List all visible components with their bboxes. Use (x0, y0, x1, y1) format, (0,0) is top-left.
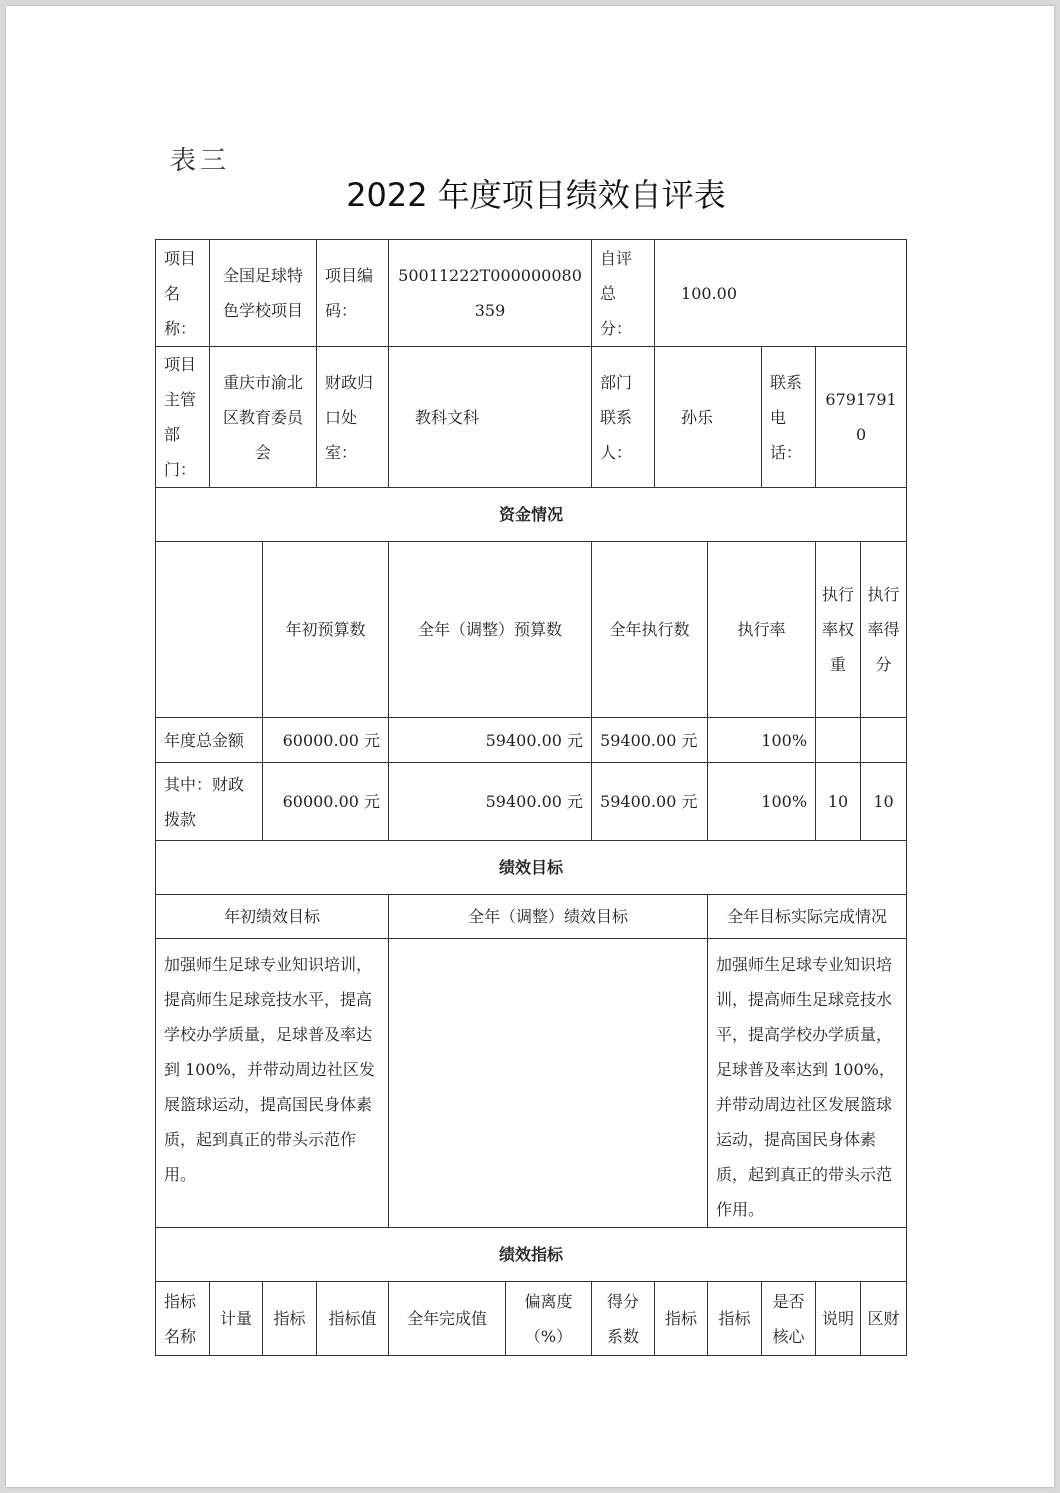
executed-header: 全年执行数 (592, 542, 708, 718)
initial-goal-text: 加强师生足球专业知识培训，提高师生足球竞技水平，提高学校办学质量，足球普及率达到 100%，并带动周边社区发展篮球运动，提高国民身体素质，起到真正的带头示范作用。 (156, 939, 389, 1228)
phone-label: 联系电话： (762, 347, 816, 488)
indicator-header: 指标 (655, 1282, 708, 1356)
adjusted-budget-header: 全年（调整）预算数 (389, 542, 592, 718)
department-row (156, 347, 907, 488)
funds-section-row (156, 488, 907, 542)
funds-fiscal-row (156, 763, 907, 841)
indicator-header: 指标 (708, 1282, 762, 1356)
funds-total-row (156, 718, 907, 763)
funds-rate: 100% (708, 718, 816, 763)
phone-value: 67917910 (816, 347, 907, 488)
actual-goal-text: 加强师生足球专业知识培训，提高师生足球竞技水平，提高学校办学质量，足球普及率达到 100%，并带动周边社区发展篮球运动，提高国民身体素质，起到真正的带头示范作用。 (708, 939, 907, 1228)
contact-value: 孙乐 (655, 347, 762, 488)
rate-header: 执行率 (708, 542, 816, 718)
indicators-section-title: 绩效指标 (156, 1228, 907, 1282)
funds-header-row (156, 542, 907, 718)
indicator-header: 指标 (263, 1282, 317, 1356)
self-score-value: 100.00 (655, 240, 907, 347)
contact-label: 部门联系人： (592, 347, 655, 488)
table-label: 表三 (170, 146, 231, 176)
adjusted-goal-text (389, 939, 708, 1228)
funds-row-label: 年度总金额 (156, 718, 263, 763)
goals-content-row (156, 939, 907, 1228)
office-label: 财政归口处室： (317, 347, 389, 488)
project-name-label: 项目名称： (156, 240, 210, 347)
indicator-header: 说明 (816, 1282, 861, 1356)
initial-goal-header: 年初绩效目标 (156, 895, 389, 939)
rate-score-header: 执行率得分 (861, 542, 907, 718)
funds-score (861, 718, 907, 763)
funds-initial: 60000.00 元 (263, 718, 389, 763)
goals-header-row (156, 895, 907, 939)
funds-rate: 100% (708, 763, 816, 841)
indicator-header: 偏离度（%） (506, 1282, 592, 1356)
indicator-header: 区财 (861, 1282, 907, 1356)
office-value: 教科文科 (389, 347, 592, 488)
self-score-label: 自评总分： (592, 240, 655, 347)
funds-header-empty (156, 542, 263, 718)
indicator-header: 是否核心 (762, 1282, 816, 1356)
project-name-row (156, 240, 907, 347)
project-name-value: 全国足球特色学校项目 (210, 240, 317, 347)
indicator-header: 指标名称 (156, 1282, 210, 1356)
indicators-section-row (156, 1228, 907, 1282)
indicator-header: 全年完成值 (389, 1282, 506, 1356)
funds-section-title: 资金情况 (156, 488, 907, 542)
funds-executed: 59400.00 元 (592, 763, 708, 841)
page-title: 2022 年度项目绩效自评表 (346, 176, 726, 214)
self-evaluation-form (155, 239, 907, 1356)
project-code-value: 50011222T000000080359 (389, 240, 592, 347)
dept-value: 重庆市渝北区教育委员会 (210, 347, 317, 488)
indicator-header: 得分系数 (592, 1282, 655, 1356)
actual-goal-header: 全年目标实际完成情况 (708, 895, 907, 939)
funds-adjusted: 59400.00 元 (389, 763, 592, 841)
funds-adjusted: 59400.00 元 (389, 718, 592, 763)
adjusted-goal-header: 全年（调整）绩效目标 (389, 895, 708, 939)
rate-weight-header: 执行率权重 (816, 542, 861, 718)
funds-initial: 60000.00 元 (263, 763, 389, 841)
goals-section-title: 绩效目标 (156, 841, 907, 895)
indicator-header: 指标值 (317, 1282, 389, 1356)
funds-executed: 59400.00 元 (592, 718, 708, 763)
funds-weight: 10 (816, 763, 861, 841)
goals-section-row (156, 841, 907, 895)
initial-budget-header: 年初预算数 (263, 542, 389, 718)
funds-score: 10 (861, 763, 907, 841)
indicators-header-row (156, 1282, 907, 1356)
indicator-header: 计量 (210, 1282, 263, 1356)
dept-label: 项目主管部门： (156, 347, 210, 488)
project-code-label: 项目编码： (317, 240, 389, 347)
funds-row-label: 其中：财政拨款 (156, 763, 263, 841)
funds-weight (816, 718, 861, 763)
